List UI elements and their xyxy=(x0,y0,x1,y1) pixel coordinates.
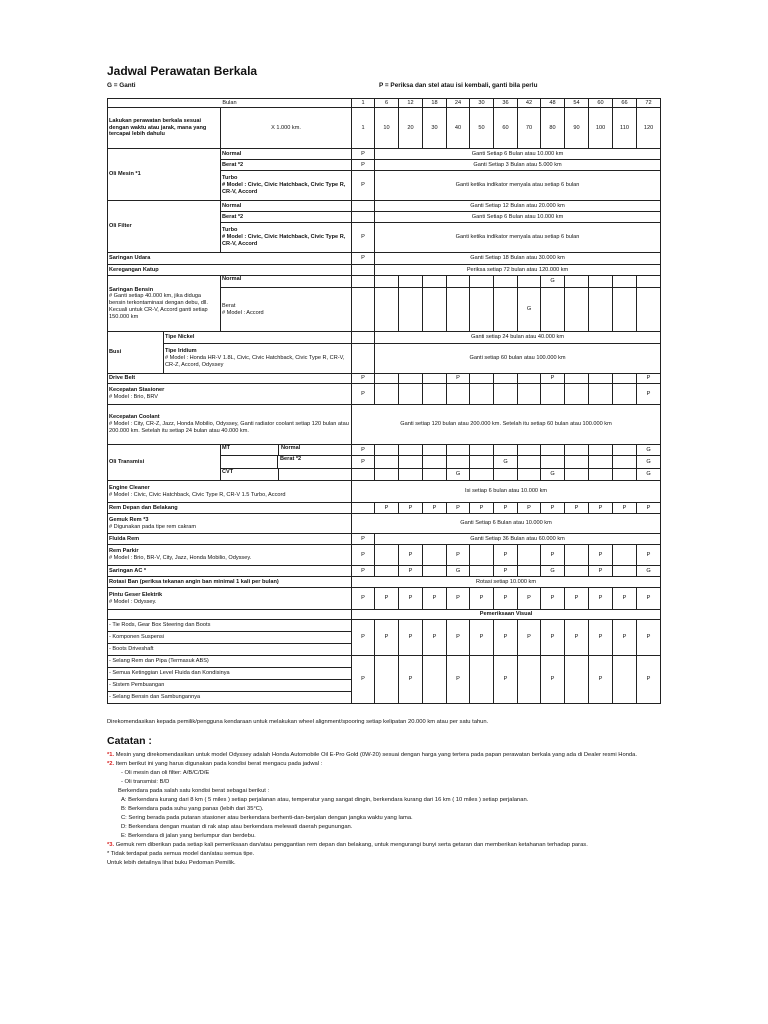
table-row: Bulan 1 6 12 18 24 30 36 42 48 54 60 66 72 xyxy=(108,99,661,108)
legend xyxy=(107,82,660,92)
table-row: Turbo # Model : Civic, Civic Hatchback, Civic Type R, CR-V, Accord P Ganti ketika indikator menyala atau setiap 6 bulan xyxy=(108,223,661,253)
schedule-table xyxy=(107,98,661,704)
table-row: Saringan Udara P Ganti Setiap 18 Bulan atau 30.000 km xyxy=(108,253,661,265)
table-row: Gemuk Rem *3 # Digunakan pada tipe rem cakram Ganti Setiap 6 Bulan atau 10.000 km xyxy=(108,514,661,534)
table-row: Saringan Bensin # Ganti setiap 40.000 km, jika diduga bensin terkontaminasi dengan debu, dll. Kecuali untuk CR-V, Accord ganti setiap 150.000 km Normal G xyxy=(108,276,661,288)
table-row: - Selang Rem dan Pipa (Termasuk ABS) P P P P P P P xyxy=(108,656,661,668)
table-row: Lakukan perawatan berkala sesuai dengan waktu atau jarak, mana yang tercapai lebih dahulu X 1.000 km. 1 10 20 30 40 50 60 70 80 90 100 110 120 xyxy=(108,108,661,149)
table-row: Oli Filter Normal Ganti Setiap 12 Bulan atau 20.000 km xyxy=(108,201,661,212)
notes-section: *1. Mesin yang direkomendasikan untuk model Odyssey adalah Honda Automobile Oil E-Pro Gold (0W-20) sesuai dengan harga yang tertera pada papan perawatan berkala yang ada di Dealer resmi Honda. *2. Item berikut ini yang harus digunakan pada kondisi berat mengacu pada jadwal : - Oli mesin dan oli filter: A/B/C/D/E - Oli transmisi: B/D Berkendara pada salah satu kondisi berat sebagai berikut : A: Berkendara kurang dari 8 km ( 5 miles ) setiap perjalanan atau, temperatur yang sangat dingin, berkendara kurang dari 16 km ( 10 miles ) setiap perjalanan. B: Berkendara pada suhu yang panas (lebih dari 35°C). C: Sering berada pada putaran stasioner atau berkendara berhenti-dan-berjalan dengan jangka waktu yang lama. D: Berkendara dengan muatan di rak atap atau berkendara melewati daerah pegunungan. E: Berkendara di jalan yang berlumpur dan berdebu. *3. Gemuk rem diberikan pada setiap kali pemeriksaan dan/atau penggantian rem depan dan belakang, untuk mengurangi bunyi serta getaran dan memberikan ketahanan terhadap paras. * Tidak terdapat pada semua model dan/atau semua tipe. Untuk lebih detailnya lihat buku Pedoman Pemilik. xyxy=(107,751,660,868)
wheel-alignment-note: Direkomendasikan kepada pemilik/pengguna kendaraan untuk melakukan wheel alignment/spooring setiap kelipatan 20.000 km atau per satu tahun. xyxy=(107,719,489,725)
table-row: - Tie Rods, Gear Box Steering dan Boots P P P P P P P P P P P P P xyxy=(108,620,661,632)
table-row: CVT G G G xyxy=(108,469,661,481)
table-row: Busi Tipe Nickel Ganti setiap 24 bulan atau 40.000 km xyxy=(108,332,661,344)
note-3: *3. Gemuk rem diberikan pada setiap kali pemeriksaan dan/atau penggantian rem depan dan belakang, untuk mengurangi bunyi serta getaran dan memberikan ketahanan terhadap paras. xyxy=(107,842,588,848)
table-row: - Komponen Suspensi xyxy=(108,632,661,644)
page-title: Jadwal Perawatan Berkala xyxy=(107,64,258,78)
note-2: *2. Item berikut ini yang harus digunakan pada kondisi berat mengacu pada jadwal : xyxy=(107,761,323,767)
note-5: Untuk lebih detailnya lihat buku Pedoman Pemilik. xyxy=(107,860,236,866)
table-row: Rem Parkir # Model : Brio, BR-V, City, Jazz, Honda Mobilio, Odyssey. P P P P P P P xyxy=(108,545,661,566)
table-row: Pintu Geser Elektrik # Model : Odyssey. P P P P P P P P P P P P P xyxy=(108,588,661,610)
table-row: Pemeriksaan Visual xyxy=(108,610,661,620)
table-row: - Sistem Pembuangan xyxy=(108,680,661,692)
table-row: Rotasi Ban (periksa tekanan angin ban minimal 1 kali per bulan) Rotasi setiap 10.000 km xyxy=(108,577,661,588)
note-4: * Tidak terdapat pada semua model dan/atau semua tipe. xyxy=(107,851,255,857)
table-row: Rem Depan dan Belakang P P P P P P P P P P P P xyxy=(108,503,661,514)
table-row: - Selang Bensin dan Sambungannya xyxy=(108,692,661,704)
table-row: Drive Belt P P P P xyxy=(108,374,661,384)
table-row: Berat # Model : Accord G xyxy=(108,288,661,332)
table-row: Oli Transmisi MT Normal P G xyxy=(108,445,661,456)
table-row: - Boots Driveshaft xyxy=(108,644,661,656)
table-row: Oli Mesin *1 Normal P Ganti Setiap 6 Bulan atau 10.000 km xyxy=(108,149,661,160)
table-row: Tipe Iridium # Model : Honda HR-V 1.8L, Civic, Civic Hatchback, Civic Type R, CR-V, CR-Z, Accord, Odyssey Ganti setiap 60 bulan atau 100.000 km xyxy=(108,344,661,374)
table-row: Berat *2 Ganti Setiap 6 Bulan atau 10.000 km xyxy=(108,212,661,223)
table-row: Turbo # Model : Civic, Civic Hatchback, Civic Type R, CR-V, Accord P Ganti ketika indikator menyala atau setiap 6 bulan xyxy=(108,171,661,201)
legend-p: P = Periksa dan stel atau isi kembali, ganti bila perlu xyxy=(379,82,538,89)
table-row: Saringan AC * P P G P G P G xyxy=(108,566,661,577)
table-row: Berat *2 P Ganti Setiap 3 Bulan atau 5.000 km xyxy=(108,160,661,171)
note-1: *1. Mesin yang direkomendasikan untuk model Odyssey adalah Honda Automobile Oil E-Pro Gold (0W-20) sesuai dengan harga yang tertera pada papan perawatan berkala yang ada di Dealer resmi Honda. xyxy=(107,752,637,758)
table-row: Engine Cleaner # Model : Civic, Civic Hatchback, Civic Type R, CR-V 1.5 Turbo, Accord Isi setiap 6 bulan atau 10.000 km xyxy=(108,481,661,503)
notes-heading: Catatan : xyxy=(107,735,152,747)
table-row: Fluida Rem P Ganti Setiap 36 Bulan atau 60.000 km xyxy=(108,534,661,545)
legend-g: G = Ganti xyxy=(107,82,136,89)
table-row: - Semua Ketinggian Level Fluida dan Kondisinya xyxy=(108,668,661,680)
table-row: Keregangan Katup Periksa setiap 72 bulan atau 120.000 km xyxy=(108,265,661,276)
table-row: Berat *2 P G G xyxy=(108,456,661,469)
maintenance-schedule xyxy=(107,64,660,868)
table-row: Kecepatan Coolant # Model : City, CR-Z, Jazz, Honda Mobilio, Odyssey, Ganti radiator coolant setiap 120 bulan atau 200.000 km. Setelah itu setiap 24 bulan atau 40.000 km. Ganti setiap 120 bulan atau 200.000 km. Setelah itu setiap 60 bulan atau 100.000 km xyxy=(108,405,661,445)
table-row: Kecepatan Stasioner # Model : Brio, BRV P P xyxy=(108,384,661,405)
